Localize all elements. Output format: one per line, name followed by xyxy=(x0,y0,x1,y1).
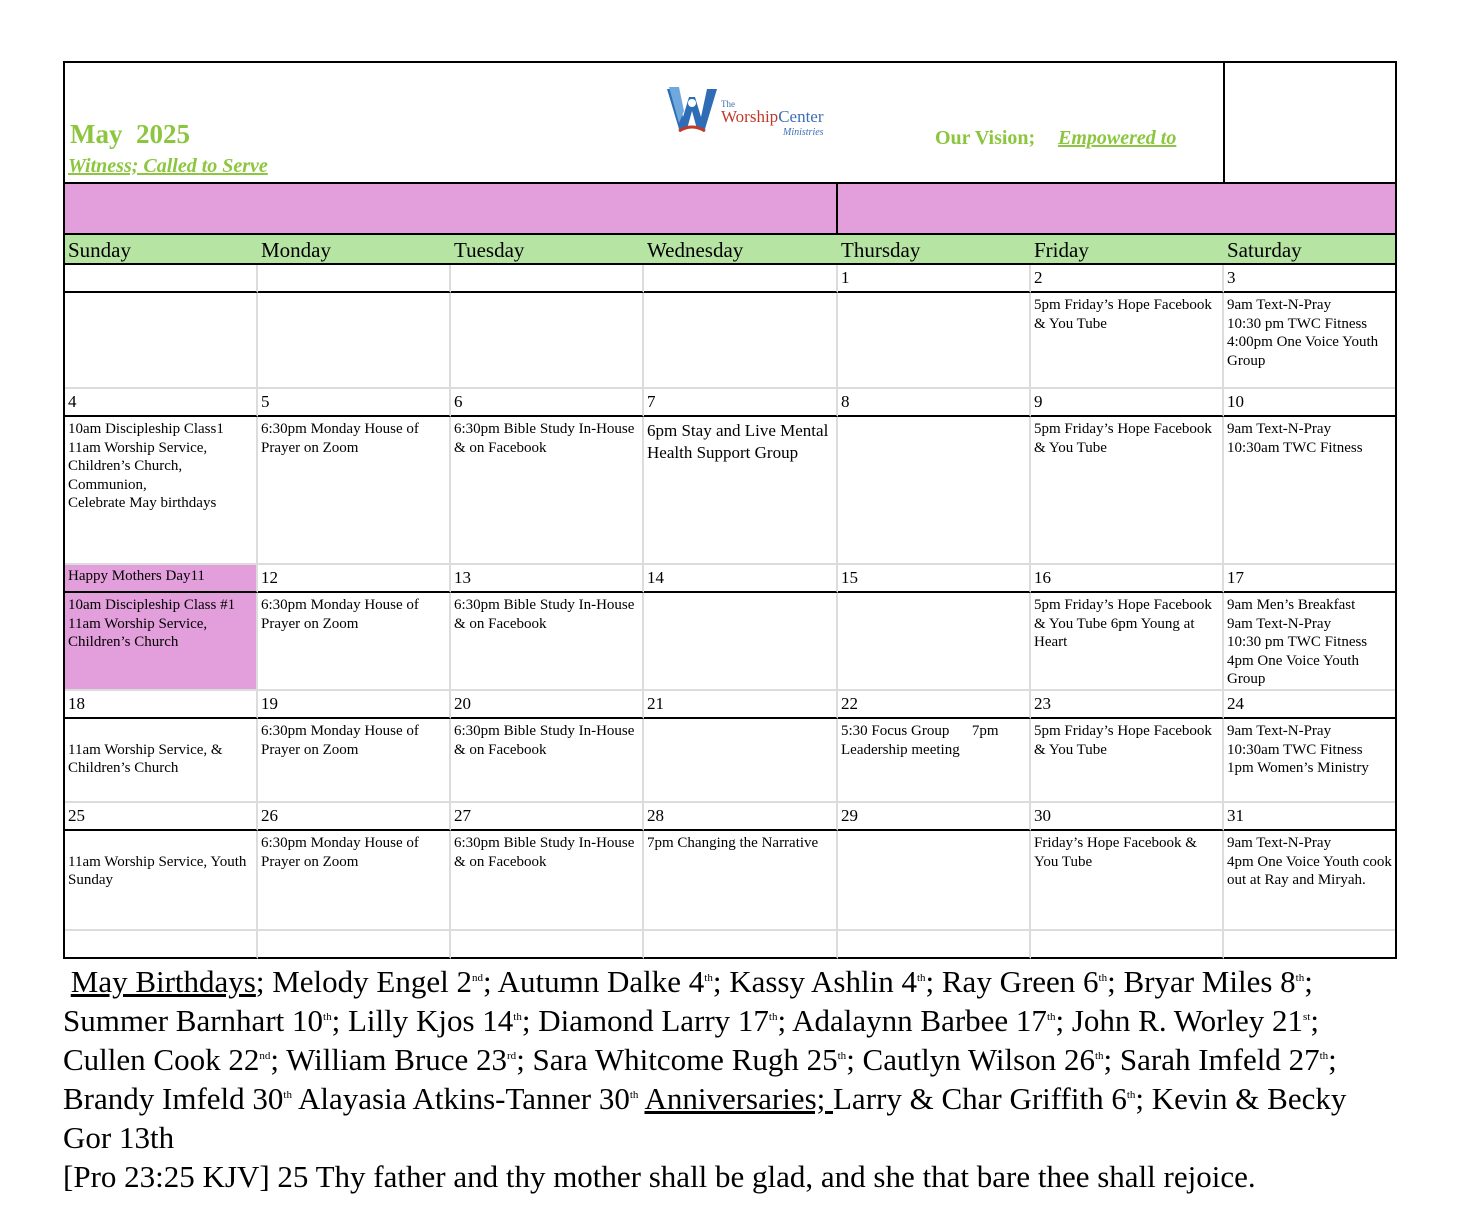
date-cell-monday xyxy=(258,803,451,831)
ordinal: th xyxy=(513,1011,522,1023)
date-cell-saturday xyxy=(1224,389,1395,417)
ordinal: th xyxy=(1098,972,1108,984)
event-text: 6:30pm Monday House of Prayer on Zoom xyxy=(261,421,423,456)
events-cell-friday xyxy=(1031,593,1224,691)
event-text: 10am Discipleship Class #1 11am Worship Service, Children’s Church xyxy=(68,597,236,650)
date-cell-sunday xyxy=(65,265,258,293)
events-cell-monday xyxy=(258,831,451,931)
events-cell-monday xyxy=(258,293,451,389)
date-cell-wednesday xyxy=(644,691,838,719)
date-cell-thursday xyxy=(838,691,1031,719)
date-cell-tuesday xyxy=(451,565,644,593)
event-text: 6:30pm Monday House of Prayer on Zoom xyxy=(261,835,423,870)
event-text: 5pm Friday’s Hope Facebook & You Tube xyxy=(1034,421,1216,456)
date-cell-monday xyxy=(258,265,451,293)
birthday-entry: ; William Bruce 23 xyxy=(270,1042,508,1077)
mission-statement: Witness; Called to Serve xyxy=(68,155,268,177)
banner-band xyxy=(65,182,1395,233)
footer-lead-space xyxy=(63,964,71,999)
date-number: 10 xyxy=(1227,392,1244,411)
weekday-header xyxy=(65,233,1395,265)
church-logo xyxy=(665,83,845,139)
date-number: 17 xyxy=(1227,568,1244,587)
events-cell-wednesday xyxy=(644,417,838,565)
birthday-entry: ; Cautlyn Wilson 26 xyxy=(846,1042,1095,1077)
date-number: 19 xyxy=(261,694,278,713)
ordinal: th xyxy=(837,1050,847,1062)
date-cell-wednesday xyxy=(644,565,838,593)
anniversary-entry: ; Kevin & Becky Gor 13th xyxy=(63,1081,1347,1155)
birthday-entry: ; Ray Green 6 xyxy=(925,964,1099,999)
ordinal: th xyxy=(704,972,713,984)
logo-w-icon xyxy=(665,83,721,133)
date-number: 22 xyxy=(841,694,858,713)
event-text: 7pm Changing the Narrative xyxy=(647,835,819,851)
date-number: 27 xyxy=(454,806,471,825)
page-title: May 2025 xyxy=(70,119,190,149)
date-number: 4 xyxy=(68,392,77,411)
birthday-entry: ; Autumn Dalke 4 xyxy=(482,964,705,999)
event-text: 9am Text-N-Pray 10:30am TWC Fitness 1pm Women’s Ministry xyxy=(1227,723,1369,776)
events-cell-thursday xyxy=(838,593,1031,691)
ordinal: nd xyxy=(471,972,483,984)
empty-cell xyxy=(644,931,838,959)
vision-text: Empowered to xyxy=(1058,127,1177,149)
event-text: 5pm Friday’s Hope Facebook & You Tube xyxy=(1034,297,1216,332)
date-number: 5 xyxy=(261,392,270,411)
event-text: 10am Discipleship Class1 11am Worship Service, Children’s Church, Communion, Celebrate May birthdays xyxy=(68,421,224,511)
date-cell-thursday xyxy=(838,265,1031,293)
date-cell-tuesday xyxy=(451,265,644,293)
date-cell-friday xyxy=(1031,389,1224,417)
date-number: 18 xyxy=(68,694,85,713)
ordinal: th xyxy=(283,1089,292,1101)
ordinal: th xyxy=(1094,1050,1104,1062)
birthday-entry: ; Summer Barnhart 10 xyxy=(63,964,1313,1038)
event-text: 6:30pm Bible Study In-House & on Facebook xyxy=(454,723,639,758)
birthday-entry: ; Kassy Ashlin 4 xyxy=(712,964,917,999)
empty-cell xyxy=(65,931,258,959)
birthdays-anniversaries xyxy=(63,962,1383,1196)
events-cell-saturday xyxy=(1224,831,1395,931)
date-cell-wednesday xyxy=(644,389,838,417)
events-cell-friday xyxy=(1031,293,1224,389)
events-cell-friday xyxy=(1031,719,1224,803)
birthday-entry: ; Lilly Kjos 14 xyxy=(331,1003,514,1038)
empty-cell xyxy=(451,931,644,959)
logo-the: The xyxy=(721,99,735,109)
event-text: 9am Text-N-Pray 10:30 pm TWC Fitness 4:00pm One Voice Youth Group xyxy=(1227,297,1379,369)
events-cell-saturday xyxy=(1224,719,1395,803)
events-cell-tuesday xyxy=(451,593,644,691)
ordinal: th xyxy=(1319,1050,1329,1062)
day-thursday: Thursday xyxy=(841,238,921,262)
date-number: 9 xyxy=(1034,392,1043,411)
bible-verse: [Pro 23:25 KJV] 25 Thy father and thy mother shall be glad, and she that bare thee shall rejoice. xyxy=(63,1159,1256,1194)
date-number: 3 xyxy=(1227,268,1236,287)
anniversary-entry: Larry & Char Griffith 6 xyxy=(833,1081,1127,1116)
empty-cell xyxy=(258,931,451,959)
date-cell-friday xyxy=(1031,265,1224,293)
birthday-entry: ; Sara Whitcome Rugh 25 xyxy=(516,1042,838,1077)
banner-divider xyxy=(836,184,838,235)
day-tuesday: Tuesday xyxy=(454,238,525,262)
events-cell-thursday xyxy=(838,719,1031,803)
date-number: 23 xyxy=(1034,694,1051,713)
date-cell-wednesday xyxy=(644,265,838,293)
events-cell-wednesday xyxy=(644,719,838,803)
event-text: 9am Text-N-Pray 10:30am TWC Fitness xyxy=(1227,421,1363,456)
events-cell-saturday xyxy=(1224,593,1395,691)
birthday-entry: ; Cullen Cook 22 xyxy=(63,1003,1319,1077)
date-cell-tuesday xyxy=(451,389,644,417)
event-text: 9am Men’s Breakfast 9am Text-N-Pray 10:30 pm TWC Fitness 4pm One Voice Youth Group xyxy=(1227,597,1368,687)
date-cell-thursday xyxy=(838,389,1031,417)
birthdays-label: May Birthdays xyxy=(70,964,256,999)
date-number: 1 xyxy=(841,268,850,287)
date-cell-sunday xyxy=(65,565,258,593)
events-cell-friday xyxy=(1031,831,1224,931)
date-cell-thursday xyxy=(838,565,1031,593)
event-text: 6pm Stay and Live Mental Health Support Group xyxy=(647,421,833,462)
ordinal: th xyxy=(1295,972,1305,984)
day-sunday: Sunday xyxy=(68,238,131,262)
date-cell-saturday xyxy=(1224,265,1395,293)
events-cell-tuesday xyxy=(451,293,644,389)
events-cell-sunday xyxy=(65,293,258,389)
event-text: 6:30pm Bible Study In-House & on Facebook xyxy=(454,835,639,870)
logo-center: Center xyxy=(778,107,824,126)
logo-worship: Worship xyxy=(721,107,779,126)
date-cell-sunday xyxy=(65,389,258,417)
header-divider xyxy=(1223,63,1225,182)
events-cell-thursday xyxy=(838,417,1031,565)
empty-cell xyxy=(1031,931,1224,959)
date-number: 14 xyxy=(647,568,664,587)
birthday-entry: ; Sarah Imfeld 27 xyxy=(1103,1042,1320,1077)
event-text: 5:30 Focus Group 7pm Leadership meeting xyxy=(841,723,1003,758)
date-number: 20 xyxy=(454,694,471,713)
events-cell-saturday xyxy=(1224,417,1395,565)
event-text: Friday’s Hope Facebook & You Tube xyxy=(1034,835,1201,870)
event-text: 6:30pm Monday House of Prayer on Zoom xyxy=(261,597,423,632)
events-cell-tuesday xyxy=(451,417,644,565)
date-number: 8 xyxy=(841,392,850,411)
event-text: 6:30pm Bible Study In-House & on Facebook xyxy=(454,597,639,632)
date-number: 31 xyxy=(1227,806,1244,825)
logo-name xyxy=(721,107,824,127)
date-number: 29 xyxy=(841,806,858,825)
logo-ministries: Ministries xyxy=(783,127,824,138)
date-cell-monday xyxy=(258,565,451,593)
date-number: 25 xyxy=(68,806,85,825)
event-text: 9am Text-N-Pray 4pm One Voice Youth cook out at Ray and Miryah. xyxy=(1227,835,1392,888)
date-number: 7 xyxy=(647,392,656,411)
date-number: 15 xyxy=(841,568,858,587)
events-cell-wednesday xyxy=(644,831,838,931)
ordinal: th xyxy=(629,1089,639,1101)
events-cell-monday xyxy=(258,417,451,565)
events-cell-sunday xyxy=(65,593,258,691)
ordinal: th xyxy=(768,1011,778,1023)
anniversaries-label: Anniversaries; xyxy=(644,1081,833,1116)
date-cell-monday xyxy=(258,691,451,719)
date-number: 16 xyxy=(1034,568,1051,587)
date-cell-saturday xyxy=(1224,803,1395,831)
events-cell-sunday xyxy=(65,417,258,565)
date-number: 26 xyxy=(261,806,278,825)
day-wednesday: Wednesday xyxy=(647,238,744,262)
ordinal: th xyxy=(1046,1011,1056,1023)
date-cell-friday xyxy=(1031,803,1224,831)
date-cell-tuesday xyxy=(451,691,644,719)
events-cell-thursday xyxy=(838,831,1031,931)
day-saturday: Saturday xyxy=(1227,238,1302,262)
date-number: 21 xyxy=(647,694,664,713)
events-cell-wednesday xyxy=(644,593,838,691)
event-text: 11am Worship Service, Youth Sunday xyxy=(68,853,247,888)
mothers-day-label: Happy Mothers Day11 xyxy=(68,568,205,584)
event-text: 6:30pm Bible Study In-House & on Facebook xyxy=(454,421,639,456)
date-number: 2 xyxy=(1034,268,1043,287)
ordinal: th xyxy=(323,1011,332,1023)
birthday-entry: ; Adalaynn Barbee 17 xyxy=(777,1003,1047,1038)
birthday-entry: ; Bryar Miles 8 xyxy=(1107,964,1296,999)
date-cell-friday xyxy=(1031,565,1224,593)
events-cell-tuesday xyxy=(451,831,644,931)
date-number: 6 xyxy=(454,392,463,411)
ordinal: th xyxy=(916,972,926,984)
events-cell-thursday xyxy=(838,293,1031,389)
date-number: 24 xyxy=(1227,694,1244,713)
day-monday: Monday xyxy=(261,238,331,262)
events-cell-wednesday xyxy=(644,293,838,389)
events-cell-tuesday xyxy=(451,719,644,803)
birthday-entry: ; Melody Engel 2 xyxy=(255,964,472,999)
events-cell-monday xyxy=(258,719,451,803)
birthday-entry: ; Diamond Larry 17 xyxy=(521,1003,769,1038)
date-number: 30 xyxy=(1034,806,1051,825)
ordinal: st xyxy=(1303,1011,1311,1023)
date-cell-saturday xyxy=(1224,565,1395,593)
ordinal: nd xyxy=(259,1050,271,1062)
event-text: 5pm Friday’s Hope Facebook & You Tube xyxy=(1034,723,1216,758)
events-cell-sunday xyxy=(65,831,258,931)
events-cell-friday xyxy=(1031,417,1224,565)
calendar xyxy=(63,61,1397,959)
date-number: 13 xyxy=(454,568,471,587)
date-cell-wednesday xyxy=(644,803,838,831)
date-cell-monday xyxy=(258,389,451,417)
event-text: 5pm Friday’s Hope Facebook & You Tube 6pm Young at Heart xyxy=(1034,597,1216,650)
birthday-entry: Alayasia Atkins-Tanner 30 xyxy=(291,1081,630,1116)
birthday-entry: ; John R. Worley 21 xyxy=(1055,1003,1304,1038)
date-cell-friday xyxy=(1031,691,1224,719)
birthday-entry: ; Brandy Imfeld 30 xyxy=(63,1042,1337,1116)
date-cell-sunday xyxy=(65,691,258,719)
events-cell-saturday xyxy=(1224,293,1395,389)
event-text: 11am Worship Service, & Children’s Church xyxy=(68,741,223,776)
ordinal: th xyxy=(1126,1089,1136,1101)
date-cell-sunday xyxy=(65,803,258,831)
date-cell-thursday xyxy=(838,803,1031,831)
events-cell-sunday xyxy=(65,719,258,803)
date-number: 12 xyxy=(261,568,278,587)
empty-cell xyxy=(838,931,1031,959)
event-text: 6:30pm Monday House of Prayer on Zoom xyxy=(261,723,423,758)
vision-label: Our Vision; xyxy=(935,127,1036,149)
date-cell-saturday xyxy=(1224,691,1395,719)
events-cell-monday xyxy=(258,593,451,691)
date-cell-tuesday xyxy=(451,803,644,831)
day-friday: Friday xyxy=(1034,238,1089,262)
empty-cell xyxy=(1224,931,1395,959)
date-number: 28 xyxy=(647,806,664,825)
ordinal: rd xyxy=(507,1050,517,1062)
